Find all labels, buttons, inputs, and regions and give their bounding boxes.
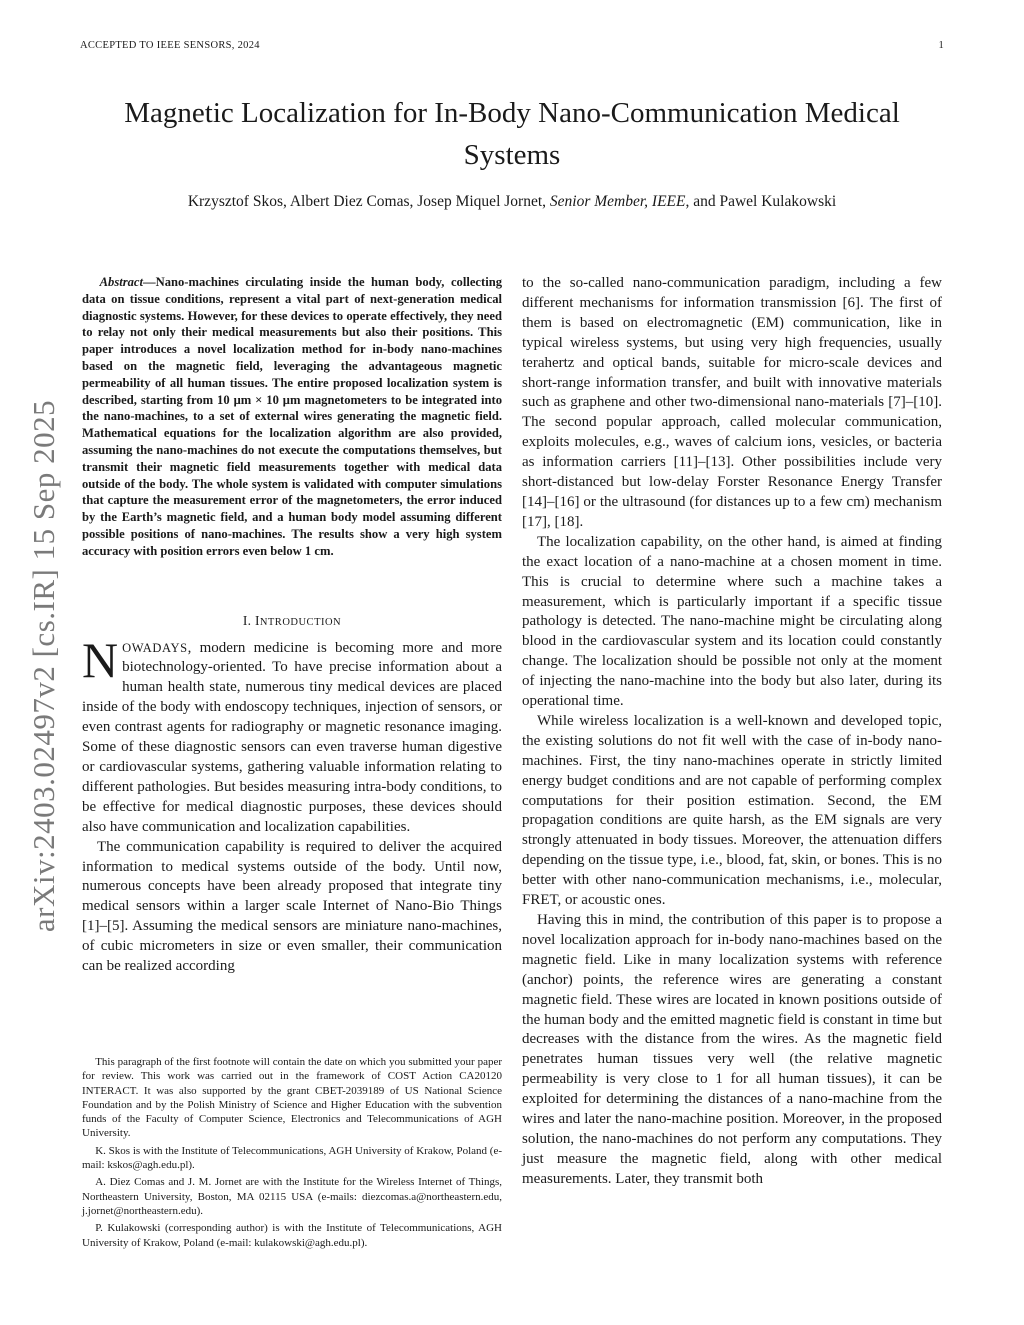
- intro-paragraph-1-text: , modern medicine is becoming more and more biotechnology-oriented. To have precise information about a human health state, numerous tiny medical devices are placed inside of the body with endoscopy techniques, injection of sensors, or even contrast agents for radiography or magnetic resonance imaging. Some of these diagnostic sensors can even traverse human digestive or cardiovascular systems, gathering valuable information relating to different pathologies. But besides measuring intra-body conditions, to be effective for medical diagnostic purposes, these devices should also have communication and localization capabilities.: [82, 639, 502, 835]
- author-names-last: , and Pawel Kulakowski: [685, 193, 837, 210]
- footnote: This paragraph of the first footnote will contain the date on which you submitted your paper for review. This work was carried out in the framework of COST Action CA20120 INTERACT. It was also supported by the grant CBET-2039189 of US National Science Foundation and by the Polish Ministry of Science and Higher Education with the subvention funds of the Faculty of Computer Science, Electronics and Telecommunications of AGH University.: [82, 1056, 502, 1140]
- section-numeral: I.: [242, 612, 256, 628]
- author-names: Krzysztof Skos, Albert Diez Comas, Josep Miquel Jornet,: [187, 193, 550, 210]
- abstract: [82, 274, 502, 560]
- running-header: [80, 40, 944, 56]
- intro-paragraph-2: The communication capability is required to deliver the acquired information to medical systems outside of the body. Until now, numerous concepts have been already proposed that integrate tiny medical sensors within a larger scale Internet of Nano-Bio Things [1]–[5]. Assuming the medical sensors are miniature nano-machines, of cubic micrometers in size or even smaller, their communication can be realized according: [82, 838, 502, 975]
- abstract-label: Abstract: [99, 275, 144, 289]
- footnote: K. Skos is with the Institute of Telecommunications, AGH University of Krakow, Poland (e-mail: kskos@agh.edu.pl).: [82, 1144, 502, 1172]
- section-heading-introduction: [82, 613, 502, 629]
- right-paragraph-3: While wireless localization is a well-known and developed topic, the existing solutions do not fit well with the case of in-body nano-machines. First, the tiny nano-machines operate in strictly limited energy budget conditions and are not capable of performing complex computations for their position estimation. Second, the EM propagation conditions are quite harsh, as the EM signals are very strongly attenuated in body tissues. Moreover, the attenuation differs depending on the tissue type, i.e., blood, fat, skin, or bones. This is no better with other nano-communication mechanisms, i.e., molecular, FRET, or acoustic ones.: [522, 712, 942, 909]
- left-column: [82, 274, 502, 977]
- author-membership: Senior Member, IEEE: [549, 193, 686, 210]
- arxiv-identifier-text: arXiv:2403.02497v2 [cs.IR] 15 Sep 2025: [26, 399, 61, 933]
- right-column: [522, 274, 942, 1190]
- drop-cap: N: [82, 631, 119, 688]
- footnote: A. Diez Comas and J. M. Jornet are with the Institute for the Wireless Internet of Things, Northeastern University, Boston, MA 02115 USA (e-mails: diezcomas.a@northeastern.edu, j.jornet@northeastern.edu).: [82, 1176, 502, 1217]
- section-first-letter: I: [255, 612, 260, 628]
- page-number: 1: [938, 40, 944, 51]
- journal-name: ACCEPTED TO IEEE SENSORS, 2024: [80, 40, 260, 51]
- right-paragraph-1: to the so-called nano-communication paradigm, including a few different mechanisms for information transmission [6]. The first of them is based on electromagnetic (EM) communication, like in typical wireless systems, but using very high frequencies, usually terahertz and optical bands, suitable for micro-scale devices and short-range information transfer, and built with innovative materials such as graphene and other two-dimensional nano-materials [7]–[10]. The second popular approach, called molecular communication, exploits molecules, e.g., waves of calcium ions, vesicles, or bacteria as information carriers [11]–[13]. Other possibilities include very short-distanced but low-delay Forster Resonance Energy Transfer [14]–[16] or the ultrasound (for distances up to a few cm) mechanism [17], [18].: [522, 275, 942, 530]
- footnotes: [82, 1055, 502, 1253]
- abstract-text: —Nano-machines circulating inside the human body, collecting data on tissue conditions, represent a vital part of next-generation medical diagnostic systems. However, for these devices to operate effectively, they need to relay not only their medical measurements but also their positions. This paper introduces a novel localization method for in-body nano-machines based on the magnetic field, leveraging the advantageous magnetic permeability of all human tissues. The entire proposed localization system is described, starting from 10 μm × 10 μm magnetometers to be integrated into the nano-machines, to a set of external wires generating the magnetic field. Mathematical equations for the localization algorithm are also provided, assuming the nano-machines do not execute the computations themselves, but transmit their magnetic field measurements together with medical data outside of the body. The whole system is validated with computer simulations that capture the measurement error of the magnetometers, the error induced by the Earth’s magnetic field, and a human body model assuming different possible positions of nano-machines. The results show a very high system accuracy with position errors even below 1 cm.: [82, 275, 502, 558]
- author-line: [80, 192, 944, 212]
- arxiv-identifier: [26, 376, 62, 956]
- footnote: P. Kulakowski (corresponding author) is with the Institute of Telecommunications, AGH University of Krakow, Poland (e-mail: kulakowski@agh.edu.pl).: [82, 1222, 502, 1249]
- right-paragraph-2: The localization capability, on the other hand, is aimed at finding the exact location of a nano-machine at a chosen moment in time. This is crucial to determine where such a machine takes a measurement, which is particularly important if a specific tissue pathology is detected. The nano-machine might be circulating along blood in the cardiovascular system and its location could constantly change. The localization should be possible not only at the moment of injecting the nano-machine into the body but also later, during its operational time.: [522, 533, 942, 710]
- right-paragraph-4: Having this in mind, the contribution of this paper is to propose a novel localization approach for in-body nano-machines based on the magnetic field. Like in many localization systems with reference (anchor) points, the reference wires are generating a constant magnetic field. These wires are located in known positions outside of the human body and the emitted magnetic field is constant in time but decreases with the distance from the wires. As the magnetic field penetrates human tissues very well (the relative magnetic permeability is very close to 1 for all human tissues), it can be exploited for determining the distances of a nano-machine from the wires and later the nano-machine position. Moreover, in the proposed solution, the nano-machines do not perform any computations. They just measure the magnetic field, along with other medical measurements. Later, they transmit both: [522, 912, 942, 1187]
- paper-title: Magnetic Localization for In-Body Nano-Communication Medical Systems: [124, 97, 900, 171]
- opening-word-rest: OWADAYS: [122, 640, 188, 655]
- intro-paragraph-1: [82, 631, 502, 838]
- section-title-rest: NTRODUCTION: [259, 616, 342, 628]
